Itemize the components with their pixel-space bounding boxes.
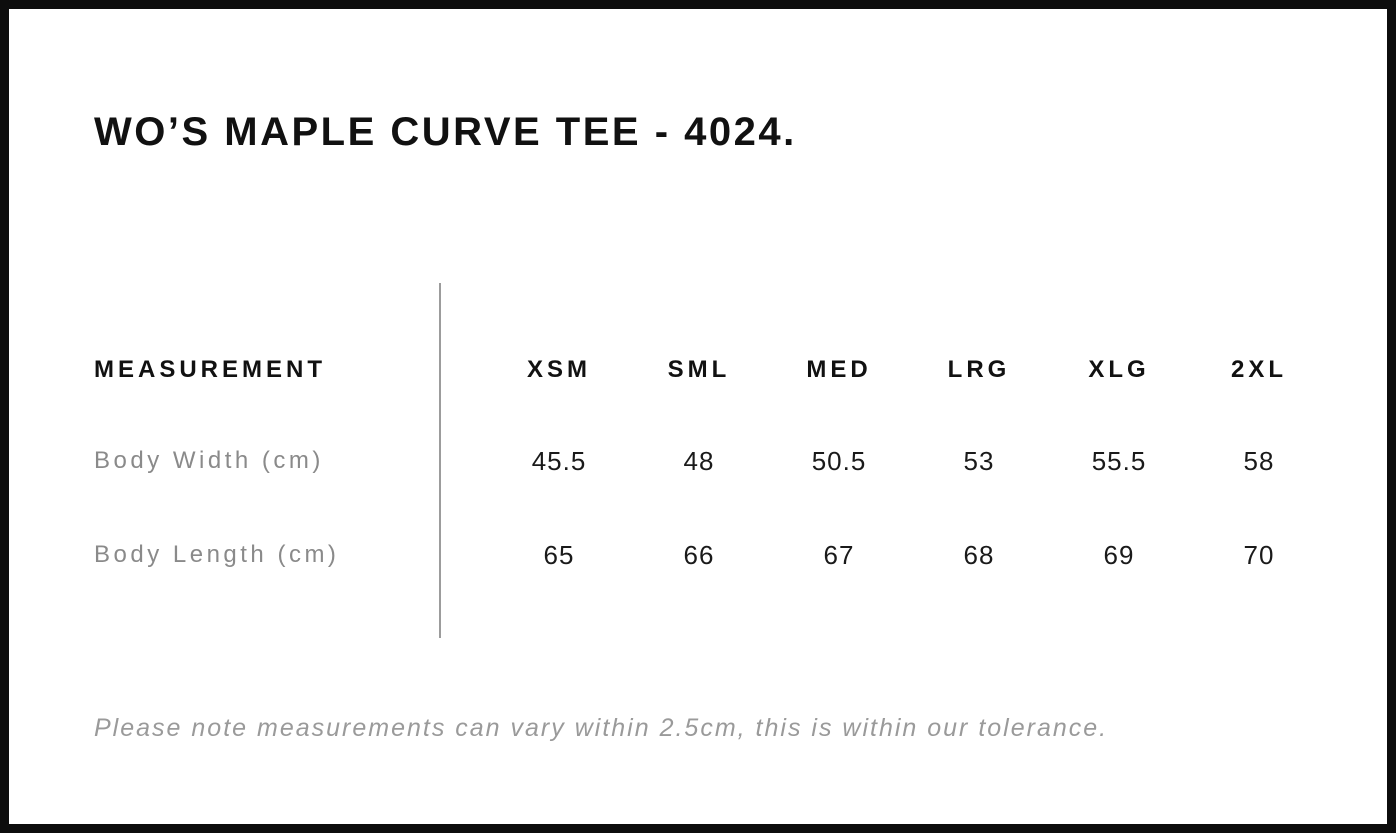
body-width-value-med: 50.5 — [811, 445, 867, 476]
body-length-value-xlg: 69 — [1103, 539, 1135, 570]
body-length-value-xsm: 65 — [543, 539, 575, 570]
body-width-value-lrg: 53 — [963, 445, 995, 476]
size-column-header-sml: SML — [667, 356, 731, 383]
size-column-header-xlg: XLG — [1088, 356, 1150, 383]
size-chart-header-row — [94, 354, 1329, 386]
size-column-header-lrg: LRG — [947, 356, 1011, 383]
table-row-body-length — [94, 539, 1329, 571]
measurement-column-header: MEASUREMENT — [94, 356, 327, 383]
body-length-value-med: 67 — [823, 539, 855, 570]
body-length-value-sml: 66 — [683, 539, 715, 570]
tolerance-footnote: Please note measurements can vary within 2.5cm, this is within our tolerance. — [94, 714, 1109, 742]
table-row-body-width — [94, 445, 1329, 477]
body-length-value-lrg: 68 — [963, 539, 995, 570]
size-column-header-xsm: XSM — [526, 356, 591, 383]
size-column-header-2xl: 2XL — [1230, 356, 1287, 383]
body-width-value-xsm: 45.5 — [531, 445, 587, 476]
body-width-value-2xl: 58 — [1243, 445, 1275, 476]
body-width-value-xlg: 55.5 — [1091, 445, 1147, 476]
body-width-value-sml: 48 — [683, 445, 715, 476]
body-length-value-2xl: 70 — [1243, 539, 1275, 570]
page-title: WO’S MAPLE CURVE TEE - 4024. — [94, 110, 797, 154]
row-label-body-length: Body Length (cm) — [94, 541, 340, 568]
row-label-body-width: Body Width (cm) — [94, 447, 324, 474]
size-column-header-med: MED — [806, 356, 872, 383]
